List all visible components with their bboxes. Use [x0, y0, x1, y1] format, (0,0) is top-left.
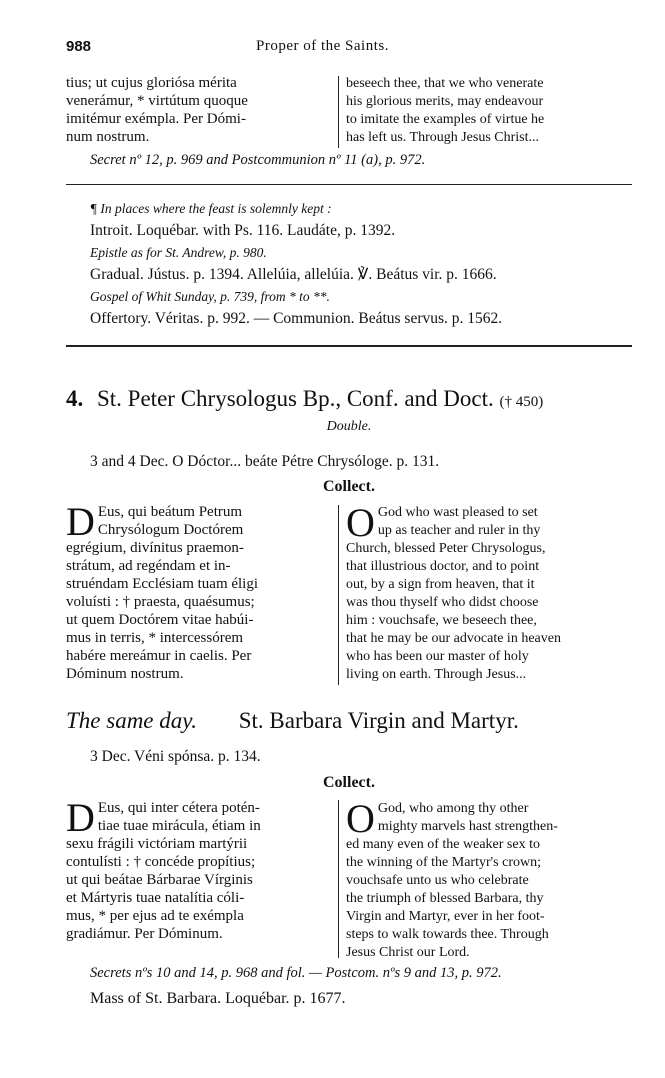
text-line: steps to walk towards thee. Through — [346, 927, 549, 942]
text-line: Eus, qui inter cétera potén- — [97, 800, 260, 816]
text-line: to imitate the examples of virtue he — [346, 112, 545, 127]
text-line: has left us. Through Jesus Christ... — [346, 130, 540, 145]
column-divider — [338, 800, 339, 958]
feast-epistle: Epistle as for St. Andrew, p. 980. — [90, 245, 267, 260]
text-line: ed many even of the weaker sex to — [346, 837, 540, 852]
column-divider — [338, 505, 339, 685]
text-line: Virgin and Martyr, ever in her foot- — [346, 909, 545, 924]
text-line: venerámur, * virtútum quoque — [66, 93, 248, 109]
text-line: contulísti : † concéde propítius; — [66, 854, 256, 870]
text-line: gradiámur. Per Dóminum. — [66, 926, 223, 942]
text-line: up as teacher and ruler in thy — [377, 523, 541, 538]
section-title-peter — [66, 386, 632, 412]
top-english-column — [346, 75, 632, 147]
divider — [66, 184, 632, 185]
peter-english-column — [346, 500, 632, 684]
text-line: out, by a sign from heaven, that it — [346, 577, 535, 592]
text-line: habére mereámur in caelis. Per — [66, 648, 252, 664]
peter-latin-column — [66, 499, 336, 683]
feast-gradual: Gradual. Jústus. p. 1394. Allelúia, allelúia. ℣. Beátus vir. p. 1666. — [90, 266, 497, 283]
text-line: living on earth. Through Jesus... — [346, 667, 527, 682]
feast-offertory: Offertory. Véritas. p. 992. — Communion. Beátus servus. p. 1562. — [90, 310, 503, 327]
text-line: voluísti : † praesta, quaésumus; — [66, 594, 255, 610]
collect-heading: Collect. — [323, 774, 375, 791]
running-title: Proper of the Saints. — [256, 38, 389, 54]
text-line: mighty marvels hast strengthen- — [377, 819, 558, 834]
text-line: that he may be our advocate in heaven — [346, 631, 561, 646]
text-line: was thou thyself who didst choose — [346, 595, 539, 610]
antiphon: 3 and 4 Dec. O Dóctor... beáte Pétre Chrysólogе. p. 131. — [90, 453, 440, 470]
text-line: imitémur exémpla. Per Dómi- — [66, 111, 246, 127]
column-divider — [338, 76, 339, 148]
text-line: who has been our master of holy — [346, 649, 529, 664]
text-line: Dóminum nostrum. — [66, 666, 184, 682]
text-line: the triumph of blessed Barbara, thy — [346, 891, 544, 906]
drop-cap: O — [346, 500, 375, 545]
drop-cap: D — [66, 795, 95, 840]
text-line: mus, * per ejus ad te exémpla — [66, 908, 244, 924]
text-line: beseech thee, that we who venerate — [346, 76, 544, 91]
text-line: Chrysólogum Doctórem — [97, 522, 244, 538]
rank: Double. — [326, 419, 372, 434]
text-line: sexu frágili victóriam martýrii — [66, 836, 248, 852]
section-title: St. Peter Chrysologus Bp., Conf. and Doct. — [97, 386, 494, 411]
section-title: St. Barbara Virgin and Martyr. — [238, 708, 519, 733]
text-line: strátum, ad regéndam et in- — [66, 558, 231, 574]
antiphon: 3 Dec. Véni spónsa. p. 134. — [90, 748, 261, 765]
barbara-english-column — [346, 796, 632, 962]
text-line: tius; ut cujus gloriósa mérita — [66, 75, 237, 91]
section-title-barbara — [66, 708, 632, 734]
drop-cap: D — [66, 499, 95, 544]
page-number: 988 — [66, 38, 92, 55]
text-line: Church, blessed Peter Chrysologus, — [346, 541, 546, 556]
feast-rubric: ¶ In places where the feast is solemnly kept : — [90, 201, 332, 216]
text-line: that illustrious doctor, and to point — [346, 559, 540, 574]
section-year: († 450) — [499, 394, 544, 410]
text-line: num nostrum. — [66, 129, 150, 145]
text-line: his glorious merits, may endeavour — [346, 94, 544, 109]
text-line: him : vouchsafe, we beseech thee, — [346, 613, 537, 628]
text-line: ut qui beátae Bárbarae Vírginis — [66, 872, 253, 888]
mass-note: Mass of St. Barbara. Loquébar. p. 1677. — [90, 990, 346, 1007]
text-line: ut quem Doctórem vitae habúi- — [66, 612, 254, 628]
section-number: 4. — [66, 386, 84, 411]
text-line: egrégium, divínitus praemon- — [66, 540, 244, 556]
text-line: God, who among thy other — [377, 801, 529, 816]
text-line: struéndam Ecclésiam tuam éligi — [66, 576, 259, 592]
same-day-label: The same day. — [66, 708, 197, 733]
text-line: God who wast pleased to set — [377, 505, 538, 520]
secrets-note: Secrets nºs 10 and 14, p. 968 and fol. — Postcom. nºs 9 and 13, p. 972. — [90, 965, 502, 981]
feast-gospel: Gospel of Whit Sunday, p. 739, from * to **. — [90, 289, 330, 304]
text-line: Eus, qui beátum Petrum — [97, 504, 243, 520]
text-line: et Mártyris tuae natalítia cóli- — [66, 890, 245, 906]
text-line: tiae tuae mirácula, étiam in — [97, 818, 261, 834]
text-line: the winning of the Martyr's crown; — [346, 855, 541, 870]
secret-note: Secret nº 12, p. 969 and Postcommunion nº 11 (a), p. 972. — [90, 152, 426, 168]
feast-block — [90, 198, 502, 330]
text-line: vouchsafe unto us who celebrate — [346, 873, 529, 888]
text-line: Jesus Christ our Lord. — [346, 945, 470, 960]
collect-heading: Collect. — [323, 478, 375, 495]
divider-thick — [66, 345, 632, 347]
drop-cap: O — [346, 796, 375, 841]
barbara-latin-column — [66, 795, 336, 943]
top-latin-column — [66, 74, 336, 146]
feast-introit: Introit. Loquébar. with Ps. 116. Laudáte, p. 1392. — [90, 222, 396, 239]
text-line: mus in terris, * intercessórem — [66, 630, 244, 646]
